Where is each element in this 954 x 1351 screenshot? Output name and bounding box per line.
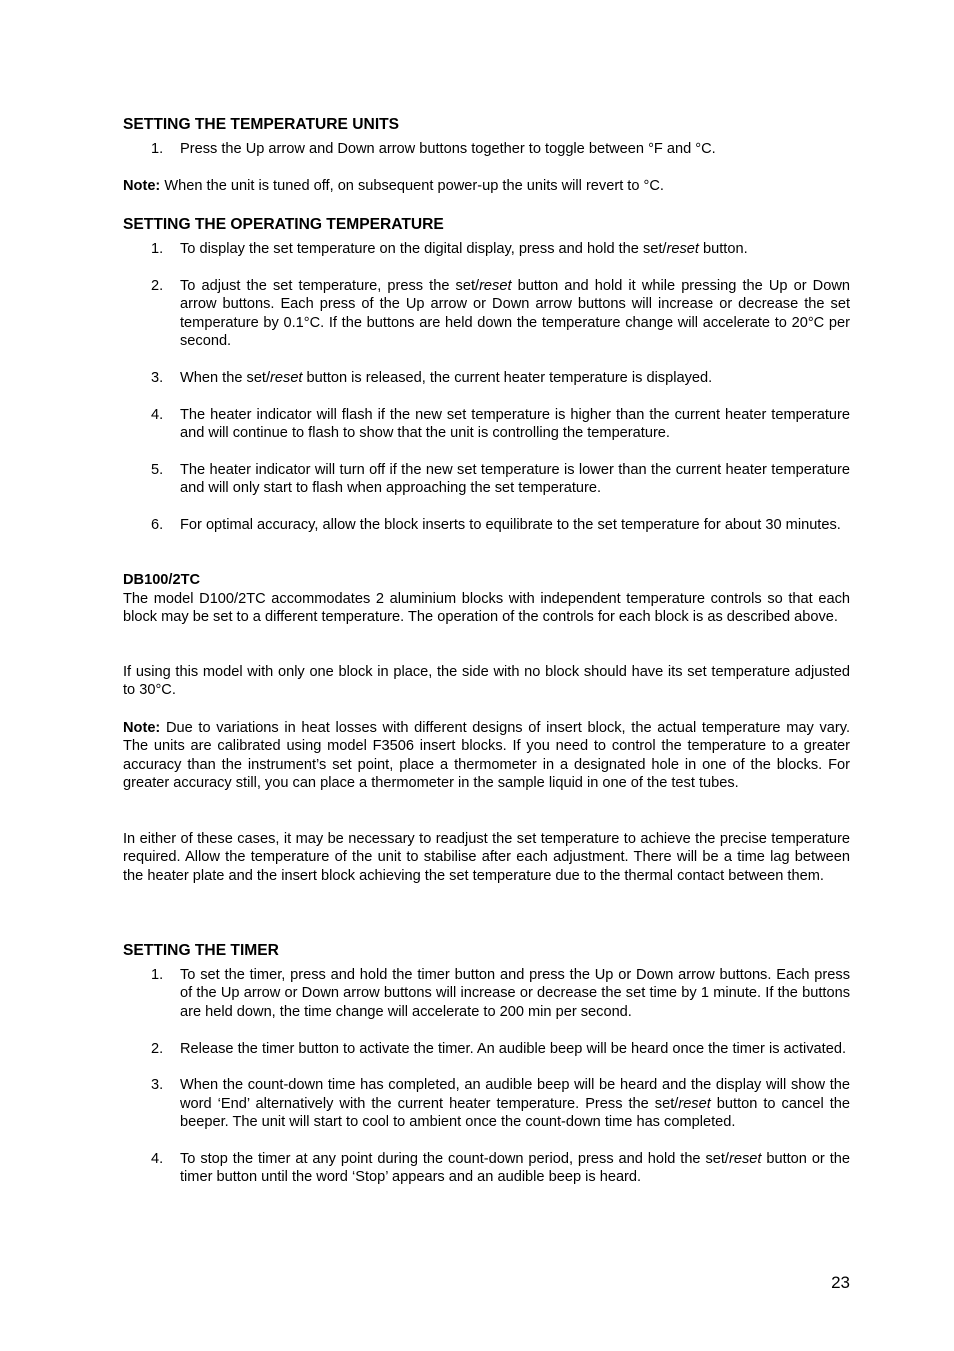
list-item <box>123 406 850 443</box>
list-number: 4. <box>151 1151 164 1168</box>
list-text: To adjust the set temperature, press the set/ <box>180 277 480 294</box>
list-item <box>123 277 850 351</box>
db-note <box>123 719 850 793</box>
list-text: To display the set temperature on the digital display, press and hold the set/ <box>180 241 667 257</box>
units-steps <box>123 140 850 158</box>
list-text: The heater indicator will flash if the new set temperature is higher than the current heater temperature and will continue to flash to show that the unit is controlling the temperature. <box>180 406 850 442</box>
units-note <box>123 177 850 195</box>
db-paragraph-3: In either of these cases, it may be necessary to readjust the set temperature to achieve the precise temperature required. Allow the temperature of the unit to stabilise after each adjustment. There will be a time lag between the heater plate and the insert block achieving the set temperature due to the thermal contact between them. <box>123 831 850 884</box>
section-heading-operating: SETTING THE OPERATING TEMPERATURE <box>123 216 444 233</box>
operating-steps <box>123 240 850 534</box>
list-item <box>123 1040 850 1058</box>
list-number: 2. <box>151 1040 164 1057</box>
list-text: The heater indicator will turn off if the new set temperature is lower than the current heater temperature and will only start to flash when approaching the set temperature. <box>180 461 850 497</box>
list-item <box>123 1076 850 1131</box>
list-text: button is released, the current heater temperature is displayed. <box>302 369 713 386</box>
section-heading-timer: SETTING THE TIMER <box>123 942 279 959</box>
db-paragraph-2: If using this model with only one block in place, the side with no block should have its set temperature adjusted to 30°C. <box>123 664 850 699</box>
list-item <box>123 461 850 498</box>
list-text: To set the timer, press and hold the timer button and press the Up or Down arrow buttons. Each press of the Up arrow or Down arrow buttons will increase or decrease the set time by 1 minute. If the buttons are held down, the time change will accelerate to 200 min per second. <box>180 967 850 1020</box>
list-item <box>123 516 850 534</box>
note-label: Note: <box>123 720 161 736</box>
list-item <box>123 966 850 1021</box>
list-text-italic: reset <box>479 277 512 294</box>
list-text-italic: reset <box>270 369 303 386</box>
list-text: button and hold it while pressing the Up or Down arrow buttons. Each press of the Up arrow or Down arrow buttons will increase or decrease the set temperature by 0.1°C. If the buttons are held down the temperature change will accelerate to 20°C per second. <box>180 277 850 350</box>
list-text: button. <box>698 241 748 257</box>
list-number: 4. <box>151 406 164 423</box>
list-text: Release the timer button to activate the timer. An audible beep will be heard once the timer is activated. <box>180 1040 847 1057</box>
list-item <box>123 369 850 387</box>
list-item <box>123 1150 850 1187</box>
section-heading-units: SETTING THE TEMPERATURE UNITS <box>123 116 400 133</box>
list-number: 2. <box>151 277 164 294</box>
note-text: Due to variations in heat losses with different designs of insert block, the actual temperature may vary. The units are calibrated using model F3506 insert blocks. If you need to control the temperature to a greater accuracy than the instrument’s set point, place a thermometer in a designated hole in one of the blocks. For greater accuracy still, you can place a thermometer in the sample liquid in one of the test tubes. <box>123 720 850 792</box>
note-text: When the unit is tuned off, on subsequent power-up the units will revert to °C. <box>160 178 664 194</box>
note-label: Note: <box>123 178 161 194</box>
list-number: 3. <box>151 369 164 386</box>
list-text: When the set/ <box>180 369 271 386</box>
db-paragraph-1: The model D100/2TC accommodates 2 aluminium blocks with independent temperature controls so that each block may be set to a different temperature. The operation of the controls for each block is as described above. <box>123 591 850 626</box>
list-number: 1. <box>151 241 164 257</box>
timer-steps <box>123 966 850 1187</box>
list-item <box>123 140 850 158</box>
list-text: button or the timer button until the word ‘Stop’ appears and an audible beep is heard. <box>180 1151 850 1186</box>
list-text: button to cancel the beeper. The unit will start to cool to ambient once the count-down time has completed. <box>180 1095 851 1131</box>
page-number: 23 <box>831 1273 850 1292</box>
list-text-italic: reset <box>666 241 699 257</box>
list-text-italic: reset <box>728 1151 762 1168</box>
list-item <box>123 240 850 258</box>
list-number: 6. <box>151 517 164 534</box>
list-text: For optimal accuracy, allow the block inserts to equilibrate to the set temperature for about 30 minutes. <box>180 517 841 534</box>
list-text-italic: reset <box>678 1095 711 1112</box>
list-text: To stop the timer at any point during the count-down period, press and hold the set/ <box>180 1151 729 1168</box>
list-number: 3. <box>151 1077 164 1094</box>
list-number: 1. <box>151 967 164 983</box>
list-text: When the count-down time has completed, an audible beep will be heard and the display will show the word ‘End’ alternatively with the current heater temperature. Press the set/ <box>180 1077 850 1112</box>
list-number: 5. <box>151 461 164 478</box>
subsection-heading-db: DB100/2TC <box>123 572 201 588</box>
list-number: 1. <box>151 141 164 157</box>
list-text: Press the Up arrow and Down arrow buttons together to toggle between °F and °C. <box>180 141 716 157</box>
